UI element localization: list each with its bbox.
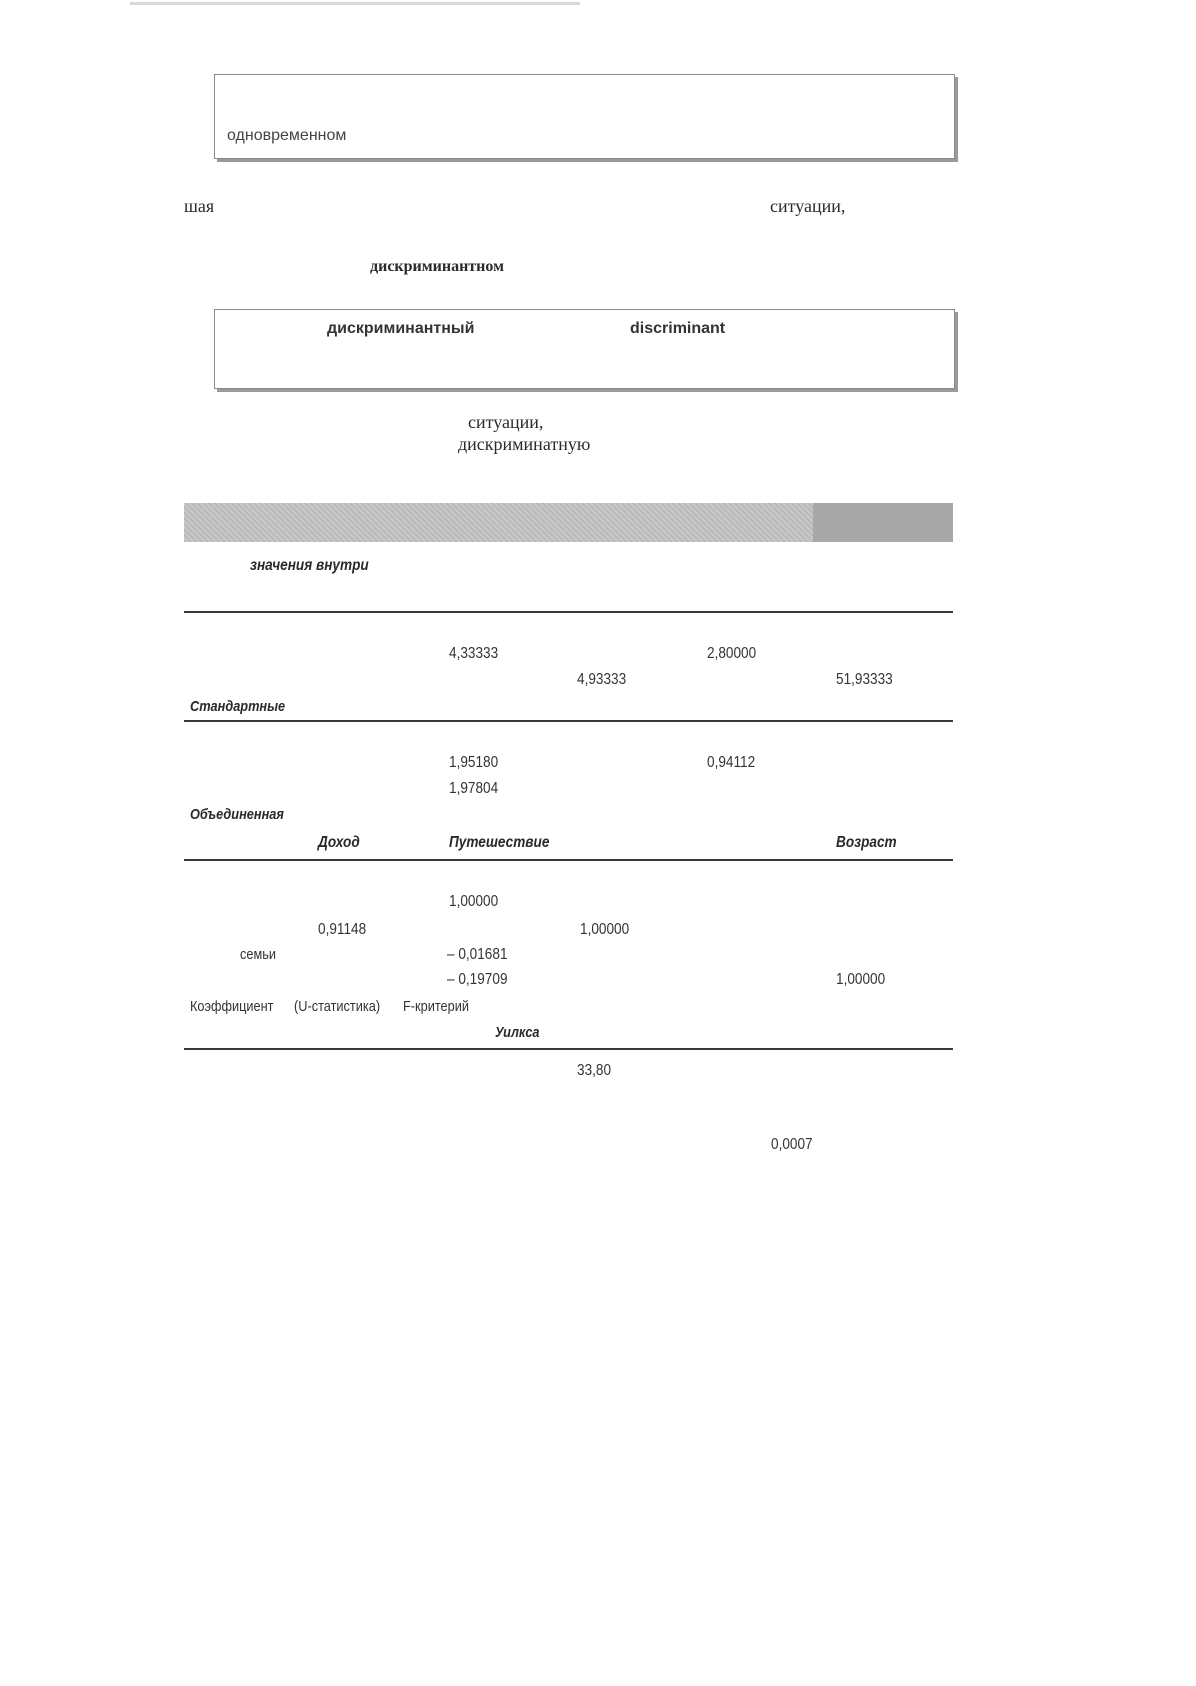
para2-line1: ситуации, — [468, 412, 544, 432]
definition-term-ru: дискриминантный — [327, 320, 475, 337]
bold-term: дискриминантном — [370, 258, 504, 275]
rule-means — [184, 611, 953, 613]
para2-line2: дискриминатную — [458, 434, 591, 454]
rule-std — [184, 720, 953, 722]
means-row1-value1: 4,33333 — [449, 645, 499, 662]
note-box-definition — [214, 309, 955, 389]
pooled-row2-value1: 0,91148 — [318, 921, 367, 938]
table-title-bar-shade — [813, 503, 953, 542]
pooled-row1-value: 1,00000 — [449, 893, 499, 910]
std-row1-value2: 0,94112 — [707, 754, 756, 771]
section-means-label: значения внутри — [250, 557, 369, 574]
wilks-pvalue: 0,0007 — [771, 1136, 813, 1153]
wilks-header-coef: Коэффициент — [190, 998, 274, 1015]
rule-wilks — [184, 1048, 953, 1050]
pooled-row2-value2: 1,00000 — [580, 921, 630, 938]
table-title-bar — [184, 503, 953, 542]
note-box-text: одновременном — [227, 127, 347, 144]
means-row1-value2: 2,80000 — [707, 645, 757, 662]
definition-term-en: discriminant — [630, 320, 726, 337]
para-fragment-right: ситуации, — [770, 196, 846, 216]
rule-pooled — [184, 859, 953, 861]
wilks-header-f: F-критерий — [403, 998, 469, 1015]
std-row1-value1: 1,95180 — [449, 754, 499, 771]
pooled-row4-value2: 1,00000 — [836, 971, 886, 988]
para-fragment-left: шая — [184, 196, 215, 216]
std-row2-value1: 1,97804 — [449, 780, 499, 797]
pooled-row3-label: семьи — [240, 946, 277, 963]
means-row2-value1: 4,93333 — [577, 671, 627, 688]
wilks-header-u: (U-статистика) — [294, 998, 381, 1015]
note-box-top — [214, 74, 955, 159]
pooled-row3-value: – 0,01681 — [447, 946, 508, 963]
pooled-row4-value1: – 0,19709 — [447, 971, 508, 988]
col-header-travel: Путешествие — [449, 834, 550, 851]
col-header-age: Возраст — [836, 834, 897, 851]
wilks-row1-value: 33,80 — [577, 1062, 612, 1079]
section-pooled-label: Объединенная — [190, 806, 284, 823]
scan-edge-line — [130, 2, 580, 5]
means-row2-value2: 51,93333 — [836, 671, 893, 688]
wilks-title: Уилкса — [495, 1024, 540, 1041]
col-header-income: Доход — [318, 834, 360, 851]
section-std-label: Стандартные — [190, 698, 286, 715]
